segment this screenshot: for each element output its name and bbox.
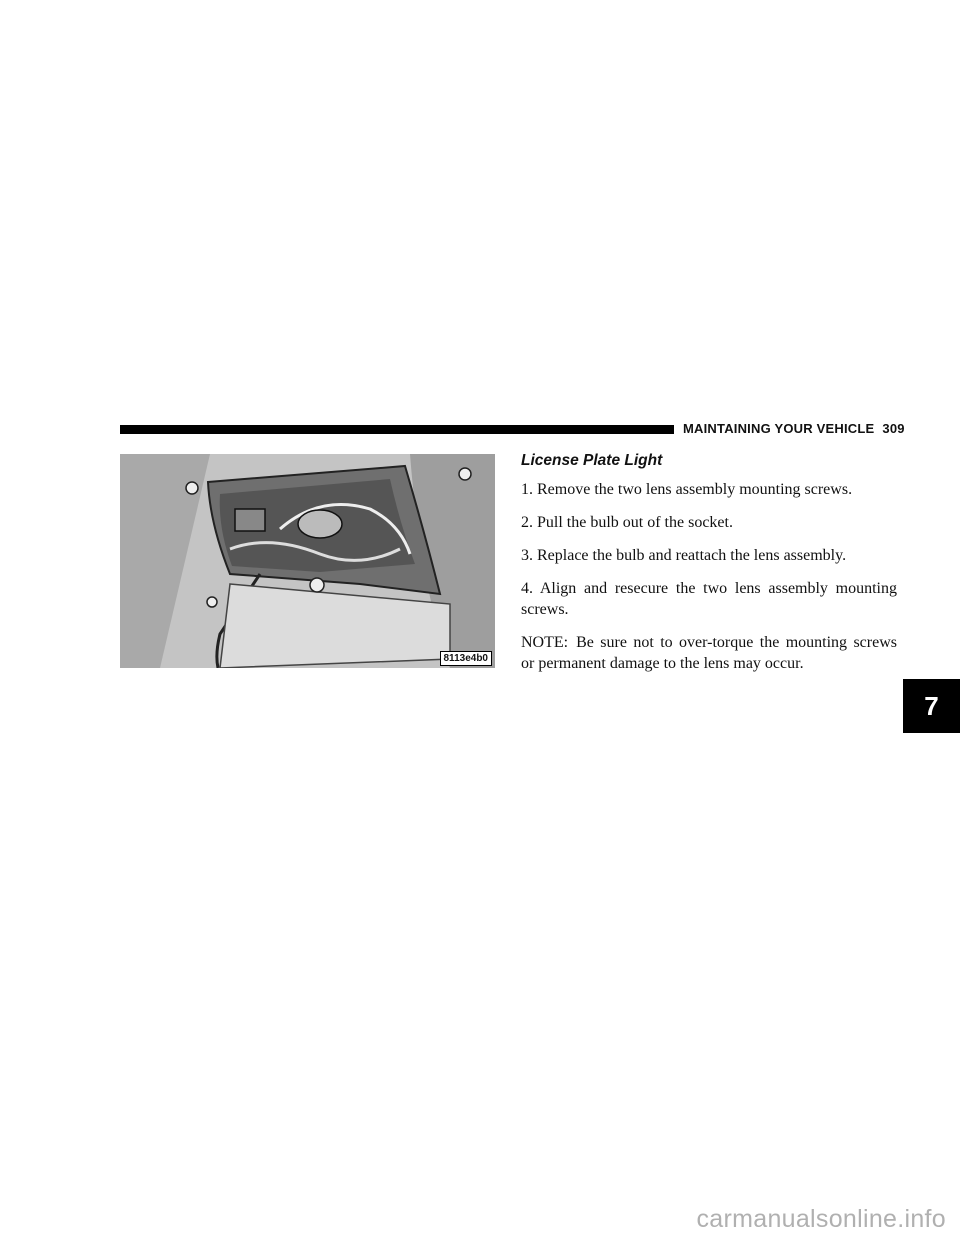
step-4: 4. Align and resecure the two lens assembly mounting screws.: [521, 580, 897, 618]
page-number: 309: [882, 421, 905, 436]
step-3: 3. Replace the bulb and reattach the lens assembly.: [521, 547, 847, 564]
note-text: Be sure not to over-torque the mounting screws or permanent damage to the lens may occur.: [521, 634, 897, 672]
step-2: 2. Pull the bulb out of the socket.: [521, 514, 733, 531]
watermark: carmanualsonline.info: [696, 1205, 946, 1233]
section-name: MAINTAINING YOUR VEHICLE: [683, 421, 875, 436]
note-label: NOTE:: [521, 634, 569, 651]
illustration-drawing: [120, 454, 495, 668]
figure-code: 8113e4b0: [440, 651, 493, 666]
section-title: License Plate Light: [521, 452, 663, 469]
step-1: 1. Remove the two lens assembly mounting screws.: [521, 481, 853, 498]
content-column: [521, 452, 897, 674]
note: [521, 632, 897, 674]
header-rule: [120, 425, 674, 434]
license-plate-light-illustration: [120, 454, 495, 668]
running-header: [683, 421, 905, 436]
chapter-tab: 7: [903, 679, 960, 733]
